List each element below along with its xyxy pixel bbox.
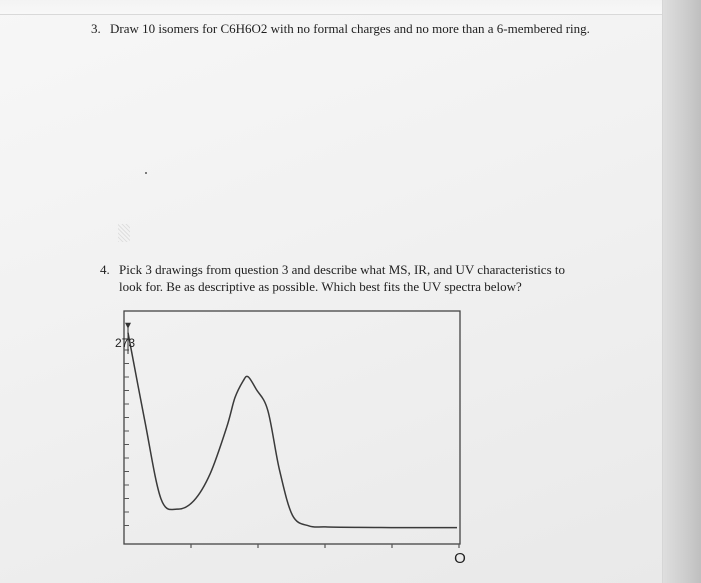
desk-background [662, 0, 701, 583]
question-4-text: Pick 3 drawings from question 3 and describe what MS, IR, and UV characteristics to look for. Be as descriptive as possible. Which best fits the UV spectra below? [119, 262, 565, 294]
question-3-number: 3. [91, 21, 101, 36]
x-axis-end-label: O [454, 550, 466, 567]
peak-arrowhead [125, 323, 131, 329]
ink-speck [145, 172, 147, 174]
page-top-border [0, 0, 662, 15]
y-axis-ticks [124, 350, 129, 526]
question-4-number: 4. [100, 262, 110, 277]
peak-label: 273 [114, 336, 136, 350]
question-3 [91, 20, 591, 37]
spectrum-line [128, 333, 457, 528]
pencil-smudge [118, 224, 130, 242]
question-4 [100, 261, 580, 295]
uv-spectrum-svg [114, 308, 472, 570]
question-3-text: Draw 10 isomers for C6H6O2 with no formal charges and no more than a 6-membered ring. [110, 21, 590, 36]
uv-spectrum-chart [114, 308, 472, 570]
